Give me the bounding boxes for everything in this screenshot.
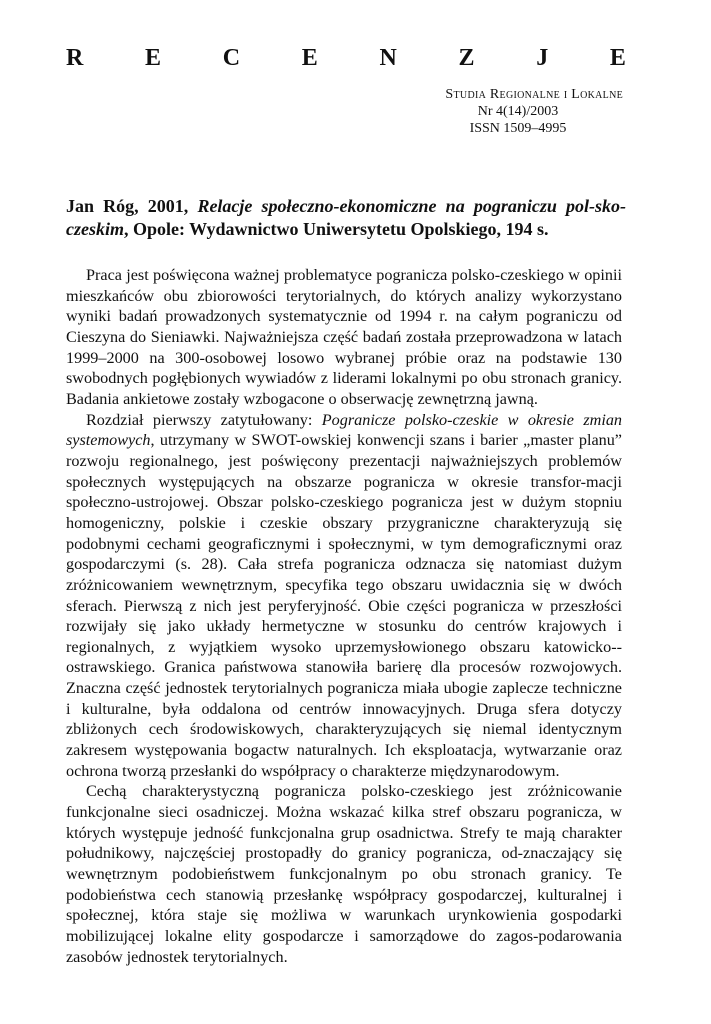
journal-issn: ISSN 1509–4995 <box>469 121 567 136</box>
section-heading <box>66 44 626 72</box>
paragraph-lead: Rozdział pierwszy zatytułowany: <box>86 410 322 429</box>
heading-letter: R <box>66 45 84 71</box>
paragraph-rest: , utrzymany w SWOT-owskiej konwencji szans i barier „master planu” rozwoju regionalnego, jest poświęcony prezentacji najważniejszych problemów społecznych występujących na obszarze pogranicza w okresie transfor-macji społeczno-ustrojowej. Obszar polsko-czeskiego pogranicza jest w dużym stopniu homogeniczny, polskie i czeskie obszary przygraniczne charakteryzują się podobnymi cechami geograficznymi i społecznymi, w tym demograficznymi oraz gospodarczymi (s. 28). Cała strefa pogranicza odznacza się natomiast dużym zróżnicowaniem wewnętrznym, specyfika tego obszaru uwidacznia się w dwóch sferach. Pierwszą z nich jest peryferyjność. Obie części pogranicza w przeszłości rozwijały się jako układy hermetyczne w stosunku do centrów krajowych i regionalnych, z wyjątkiem wysoko uprzemysłowionego obszaru katowicko--ostrawskiego. Granica państwowa stanowiła barierę dla procesów rozwojowych. Znaczna część jednostek terytorialnych pogranicza miała ubogie zaplecze techniczne i kulturalne, była oddalona od centrów innowacyjnych. Druga sfera dotyczy zbliżonych cech środowiskowych, charakteryzujących się niemal identycznym zakresem występowania bogactw naturalnych. Ich eksploatacja, wytwarzanie oraz ochrona tworzą przesłanki do współpracy o charakterze międzynarodowym. <box>66 431 622 780</box>
citation-book-title: Relacje społeczno-ekonomiczne na pograniczu pol-sko-czeskim <box>66 196 626 239</box>
heading-letter: N <box>379 45 397 71</box>
heading-letter: E <box>301 45 318 71</box>
chapter-title: Pogranicze polsko-czeskie w okresie zmian systemowych <box>66 410 623 450</box>
heading-letter: E <box>145 45 162 71</box>
review-citation <box>66 195 626 241</box>
journal-info <box>323 86 623 137</box>
journal-issue: Nr 4(14)/2003 <box>477 104 559 119</box>
review-body <box>66 265 622 967</box>
heading-letter: J <box>536 45 549 71</box>
paragraph <box>66 410 622 782</box>
heading-letter: C <box>222 45 241 71</box>
paragraph: Praca jest poświęcona ważnej problematyce pogranicza polsko-czeskiego w opinii mieszkańców obu zbiorowości terytorialnych, do których analizy wykorzystano wyniki badań prowadzonych systematycznie od 1994 r. na całym pograniczu od Cieszyna do Sieniawki. Najważniejsza część badań została przeprowadzona w latach 1999–2000 na 300-osobowej losowo wybranej próbie oraz na podstawie 130 swobodnych pogłębionych wywiadów z liderami lokalnymi po obu stronach granicy. Badania ankietowe zostały wzbogacone o obserwację zewnętrzną jawną. <box>66 266 622 408</box>
heading-letter: E <box>609 45 626 71</box>
heading-letter: Z <box>458 45 475 71</box>
paragraph: Cechą charakterystyczną pogranicza polsko-czeskiego jest zróżnicowanie funkcjonalne sieci osadniczej. Można wskazać kilka stref obszaru pogranicza, w których występuje jedność funkcjonalna grup osadnictwa. Strefy te mają charakter południkowy, najczęściej prostopadły do granicy pogranicza, od-znaczający się wewnętrznym podobieństwem funkcjonalnym po obu stronach granicy. Te podobieństwa cech stanowią przesłankę współpracy gospodarczej, kulturalnej i społecznej, która staje się możliwa w warunkach urynkowienia gospodarki mobilizującej lokalne elity gospodarcze i samorządowe do zagos-podarowania zasobów jednostek terytorialnych. <box>66 782 622 966</box>
citation-author-year: Jan Róg, 2001, <box>66 196 198 216</box>
journal-name: Studia Regionalne i Lokalne <box>445 87 623 102</box>
citation-publisher: , Opole: Wydawnictwo Uniwersytetu Opolskiego, 194 s. <box>124 219 549 239</box>
